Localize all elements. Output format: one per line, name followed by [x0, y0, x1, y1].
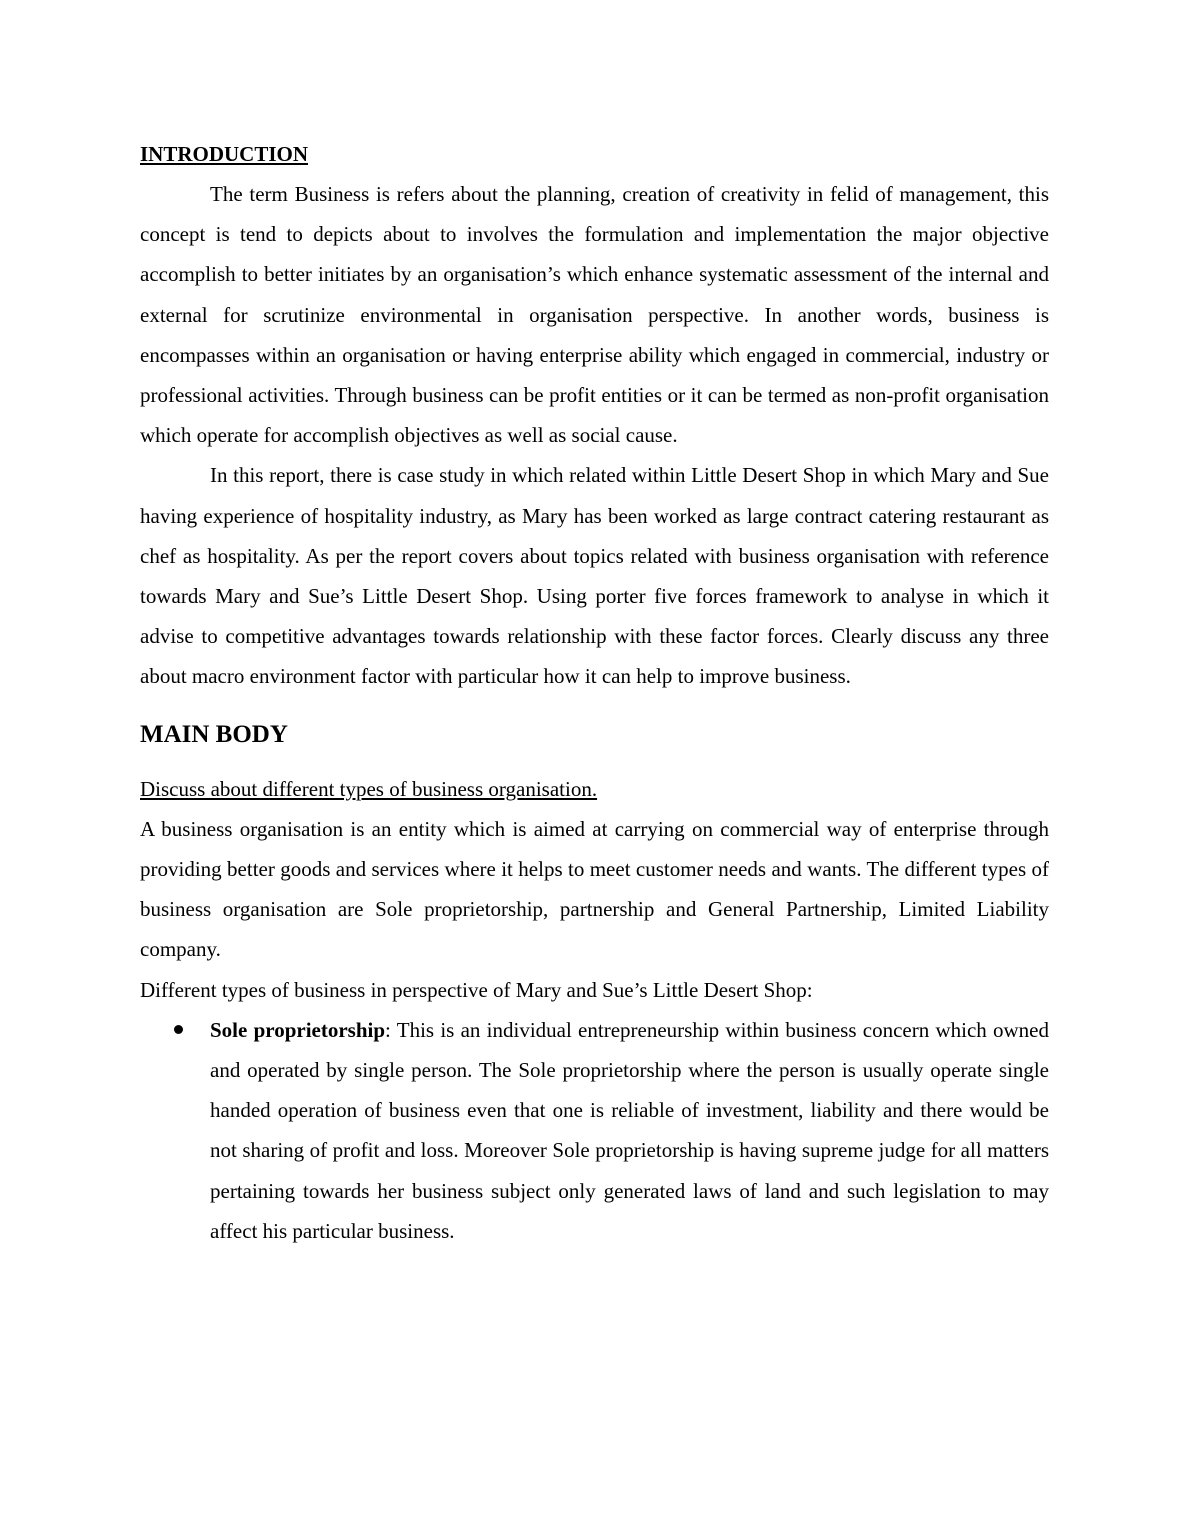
introduction-paragraph-2: In this report, there is case study in which related within Little Desert Shop in which Mary and Sue having experience of hospitality industry, as Mary has been worked as large contract catering restaurant as chef as hospitality. As per the report covers about topics related with business organisation with reference towards Mary and Sue’s Little Desert Shop. Using porter five forces framework to analyse in which it advise to competitive advantages towards relationship with these factor forces. Clearly discuss any three about macro environment factor with particular how it can help to improve business. [140, 463, 1049, 689]
list-item [140, 1010, 1049, 1251]
introduction-heading: INTRODUCTION [140, 142, 309, 166]
main-body-heading: MAIN BODY [140, 720, 288, 748]
document-page [140, 138, 1049, 1251]
business-organisation-paragraph: A business organisation is an entity which is aimed at carrying on commercial way of enterprise through providing better goods and services where it helps to meet customer needs and wants. The different types of business organisation are Sole proprietorship, partnership and General Partnership, Limited Liability company. [140, 816, 1049, 962]
list-item-text: : This is an individual entrepreneurship within business concern which owned and operated by single person. The Sole proprietorship where the person is usually operate single handed operation of business even that one is reliable of investment, liability and there would be not sharing of profit and loss. Moreover Sole proprietorship is having supreme judge for all matters pertaining towards her business subject only generated laws of land and such legislation to may affect his particular business. [210, 1017, 1050, 1243]
business-types-subheading: Discuss about different types of business organisation. [140, 776, 598, 801]
list-item-term: Sole proprietorship [210, 1017, 386, 1042]
bullet-icon [174, 1025, 183, 1034]
business-types-list [140, 1010, 1049, 1251]
introduction-paragraph-1: The term Business is refers about the planning, creation of creativity in felid of management, this concept is tend to depicts about to involves the formulation and implementation the major objective accomplish to better initiates by an organisation’s which enhance systematic assessment of the internal and external for scrutinize environmental in organisation perspective. In another words, business is encompasses within an organisation or having enterprise ability which engaged in commercial, industry or professional activities. Through business can be profit entities or it can be termed as non-profit organisation which operate for accomplish objectives as well as social cause. [140, 182, 1049, 448]
business-types-lead-in: Different types of business in perspective of Mary and Sue’s Little Desert Shop: [140, 977, 813, 1002]
